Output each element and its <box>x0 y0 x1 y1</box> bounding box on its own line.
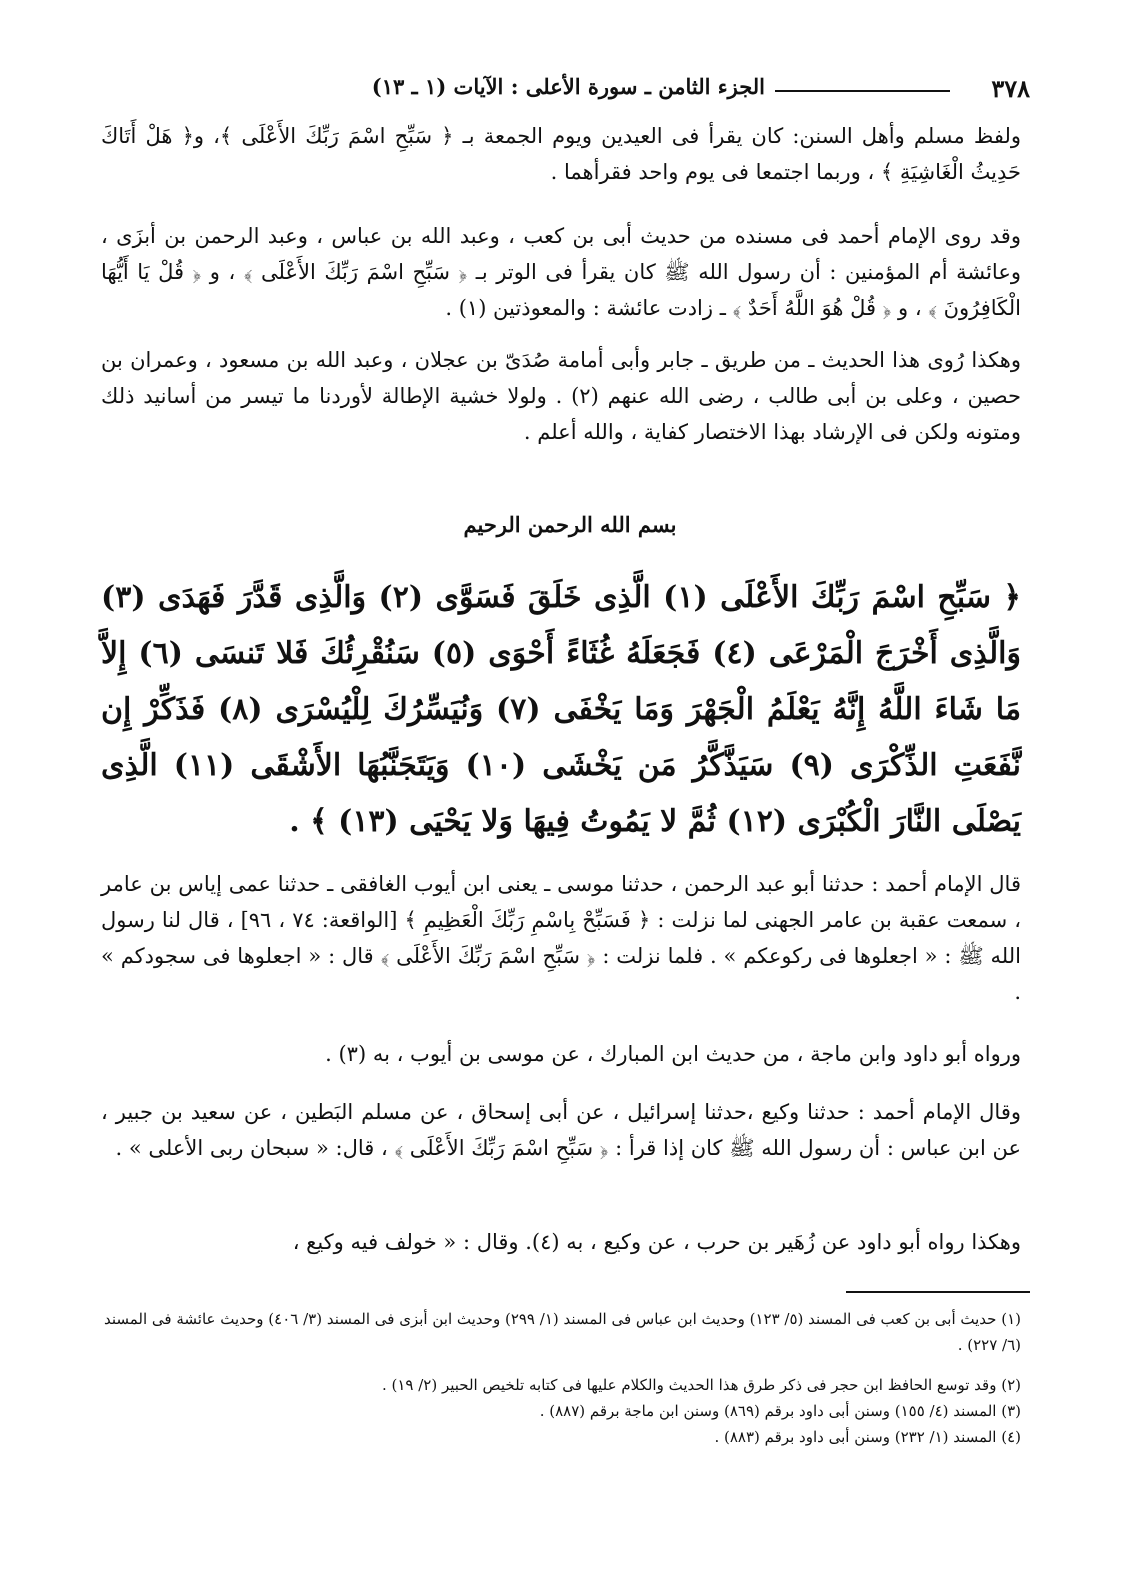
running-title: الجزء الثامن ـ سورة الأعلى : الآيات (١ ـ ١٣) <box>371 74 765 99</box>
basmala-heading: بسم الله الرحمن الرحيم <box>463 512 677 537</box>
footnote-1: (١) حديث أبى بن كعب فى المسند (٥/ ١٢٣) وحديث ابن عباس فى المسند (١/ ٢٩٩) وحديث ابن أبزى فى المسند (٣/ ٤٠٦) وحديث عائشة فى المسند (٦/ ٢٢٧) . <box>103 1310 1021 1354</box>
footnote-4: (٤) المسند (١/ ٢٣٢) وسنن أبى داود برقم (٨٨٣) . <box>714 1428 1021 1446</box>
paragraph-other-narrations: وهكذا رُوى هذا الحديث ـ من طريق ـ جابر وأبى أمامة صُدَىّ بن عجلان ، وعبد الله بن مسعود ، وعمران بن حصين ، وعلى بن أبى طالب ، رضى الله عنهم (٢) . ولولا خشية الإطالة لأوردنا ما تيسر من أسانيد ذلك ومتونه ولكن فى الإرشاد بهذا الاختصار كفاية ، والله أعلم . <box>101 348 1021 444</box>
paragraph-muslim-sunan: ولفظ مسلم وأهل السنن: كان يقرأ فى العيدين ويوم الجمعة بـ ﴿ سَبِّحِ اسْمَ رَبِّكَ الأَعْلَى ﴾، و﴿ هَلْ أَتَاكَ حَدِيثُ الْغَاشِيَةِ ﴾ ، وربما اجتمعا فى يوم واحد فقرأهما . <box>101 124 1021 184</box>
footnote-3: (٣) المسند (٤/ ١٥٥) وسنن أبى داود برقم (٨٦٩) وسنن ابن ماجة برقم (٨٨٧) . <box>539 1402 1021 1420</box>
paragraph-ibn-abbas-hadith: وقال الإمام أحمد : حدثنا وكيع ،حدثنا إسرائيل ، عن أبى إسحاق ، عن مسلم البَطين ، عن سعيد بن جبير ، عن ابن عباس : أن رسول الله ﷺ كان إذا قرأ : ﴿ سَبِّحِ اسْمَ رَبِّكَ الأَعْلَى ﴾ ، قال: « سبحان ربى الأعلى » . <box>101 1100 1021 1160</box>
page-header <box>110 68 1030 108</box>
page-number: ٣٧٨ <box>991 74 1030 103</box>
paragraph-abu-dawud-ibn-majah: ورواه أبو داود وابن ماجة ، من حديث ابن المبارك ، عن موسى بن أيوب ، به (٣) . <box>325 1042 1021 1066</box>
paragraph-uqba-hadith: قال الإمام أحمد : حدثنا أبو عبد الرحمن ، حدثنا موسى ـ يعنى ابن أيوب الغافقى ـ حدثنا عمى إياس بن عامر ، سمعت عقبة بن عامر الجهنى لما نزلت : ﴿ فَسَبِّحْ بِاسْمِ رَبِّكَ الْعَظِيمِ ﴾ [الواقعة: ٧٤ ، ٩٦] ، قال لنا رسول الله ﷺ : « اجعلوها فى ركوعكم » . فلما نزلت : ﴿ سَبِّحِ اسْمَ رَبِّكَ الأَعْلَى ﴾ قال : « اجعلوها فى سجودكم » . <box>101 872 1021 1004</box>
footnote-2: (٢) وقد توسع الحافظ ابن حجر فى ذكر طرق هذا الحديث والكلام عليها فى كتابه تلخيص الحبير (٢/ ١٩) . <box>381 1376 1021 1394</box>
footnote-separator <box>846 1291 1030 1293</box>
paragraph-zuhair-narration: وهكذا رواه أبو داود عن زُهَير بن حرب ، عن وكيع ، به (٤). وقال : « خولف فيه وكيع ، <box>292 1230 1021 1254</box>
header-rule <box>775 90 950 92</box>
paragraph-ahmad-witr: وقد روى الإمام أحمد فى مسنده من حديث أبى بن كعب ، وعبد الله بن عباس ، وعبد الرحمن بن أبزَى ، وعائشة أم المؤمنين : أن رسول الله ﷺ كان يقرأ فى الوتر بـ ﴿ سَبِّحِ اسْمَ رَبِّكَ الأَعْلَى ﴾ ، و ﴿ قُلْ يَا أَيُّهَا الْكَافِرُونَ ﴾ ، و ﴿ قُلْ هُوَ اللَّهُ أَحَدٌ ﴾ ـ زادت عائشة : والمعوذتين (١) . <box>101 224 1021 320</box>
quran-verses-block: ﴿ سَبِّحِ اسْمَ رَبِّكَ الأَعْلَى (١) الَّذِى خَلَقَ فَسَوَّى (٢) وَالَّذِى قَدَّرَ فَهَدَى (٣) وَالَّذِى أَخْرَجَ الْمَرْعَى (٤) فَجَعَلَهُ غُثَاءً أَحْوَى (٥) سَنُقْرِئُكَ فَلا تَنسَى (٦) إِلاَّ مَا شَاءَ اللَّهُ إِنَّهُ يَعْلَمُ الْجَهْرَ وَمَا يَخْفَى (٧) وَنُيَسِّرُكَ لِلْيُسْرَى (٨) فَذَكِّرْ إِن نَّفَعَتِ الذِّكْرَى (٩) سَيَذَّكَّرُ مَن يَخْشَى (١٠) وَيَتَجَنَّبُهَا الأَشْقَى (١١) الَّذِى يَصْلَى النَّارَ الْكُبْرَى (١٢) ثُمَّ لا يَمُوتُ فِيهَا وَلا يَحْيَى (١٣) ﴾ . <box>101 580 1022 839</box>
